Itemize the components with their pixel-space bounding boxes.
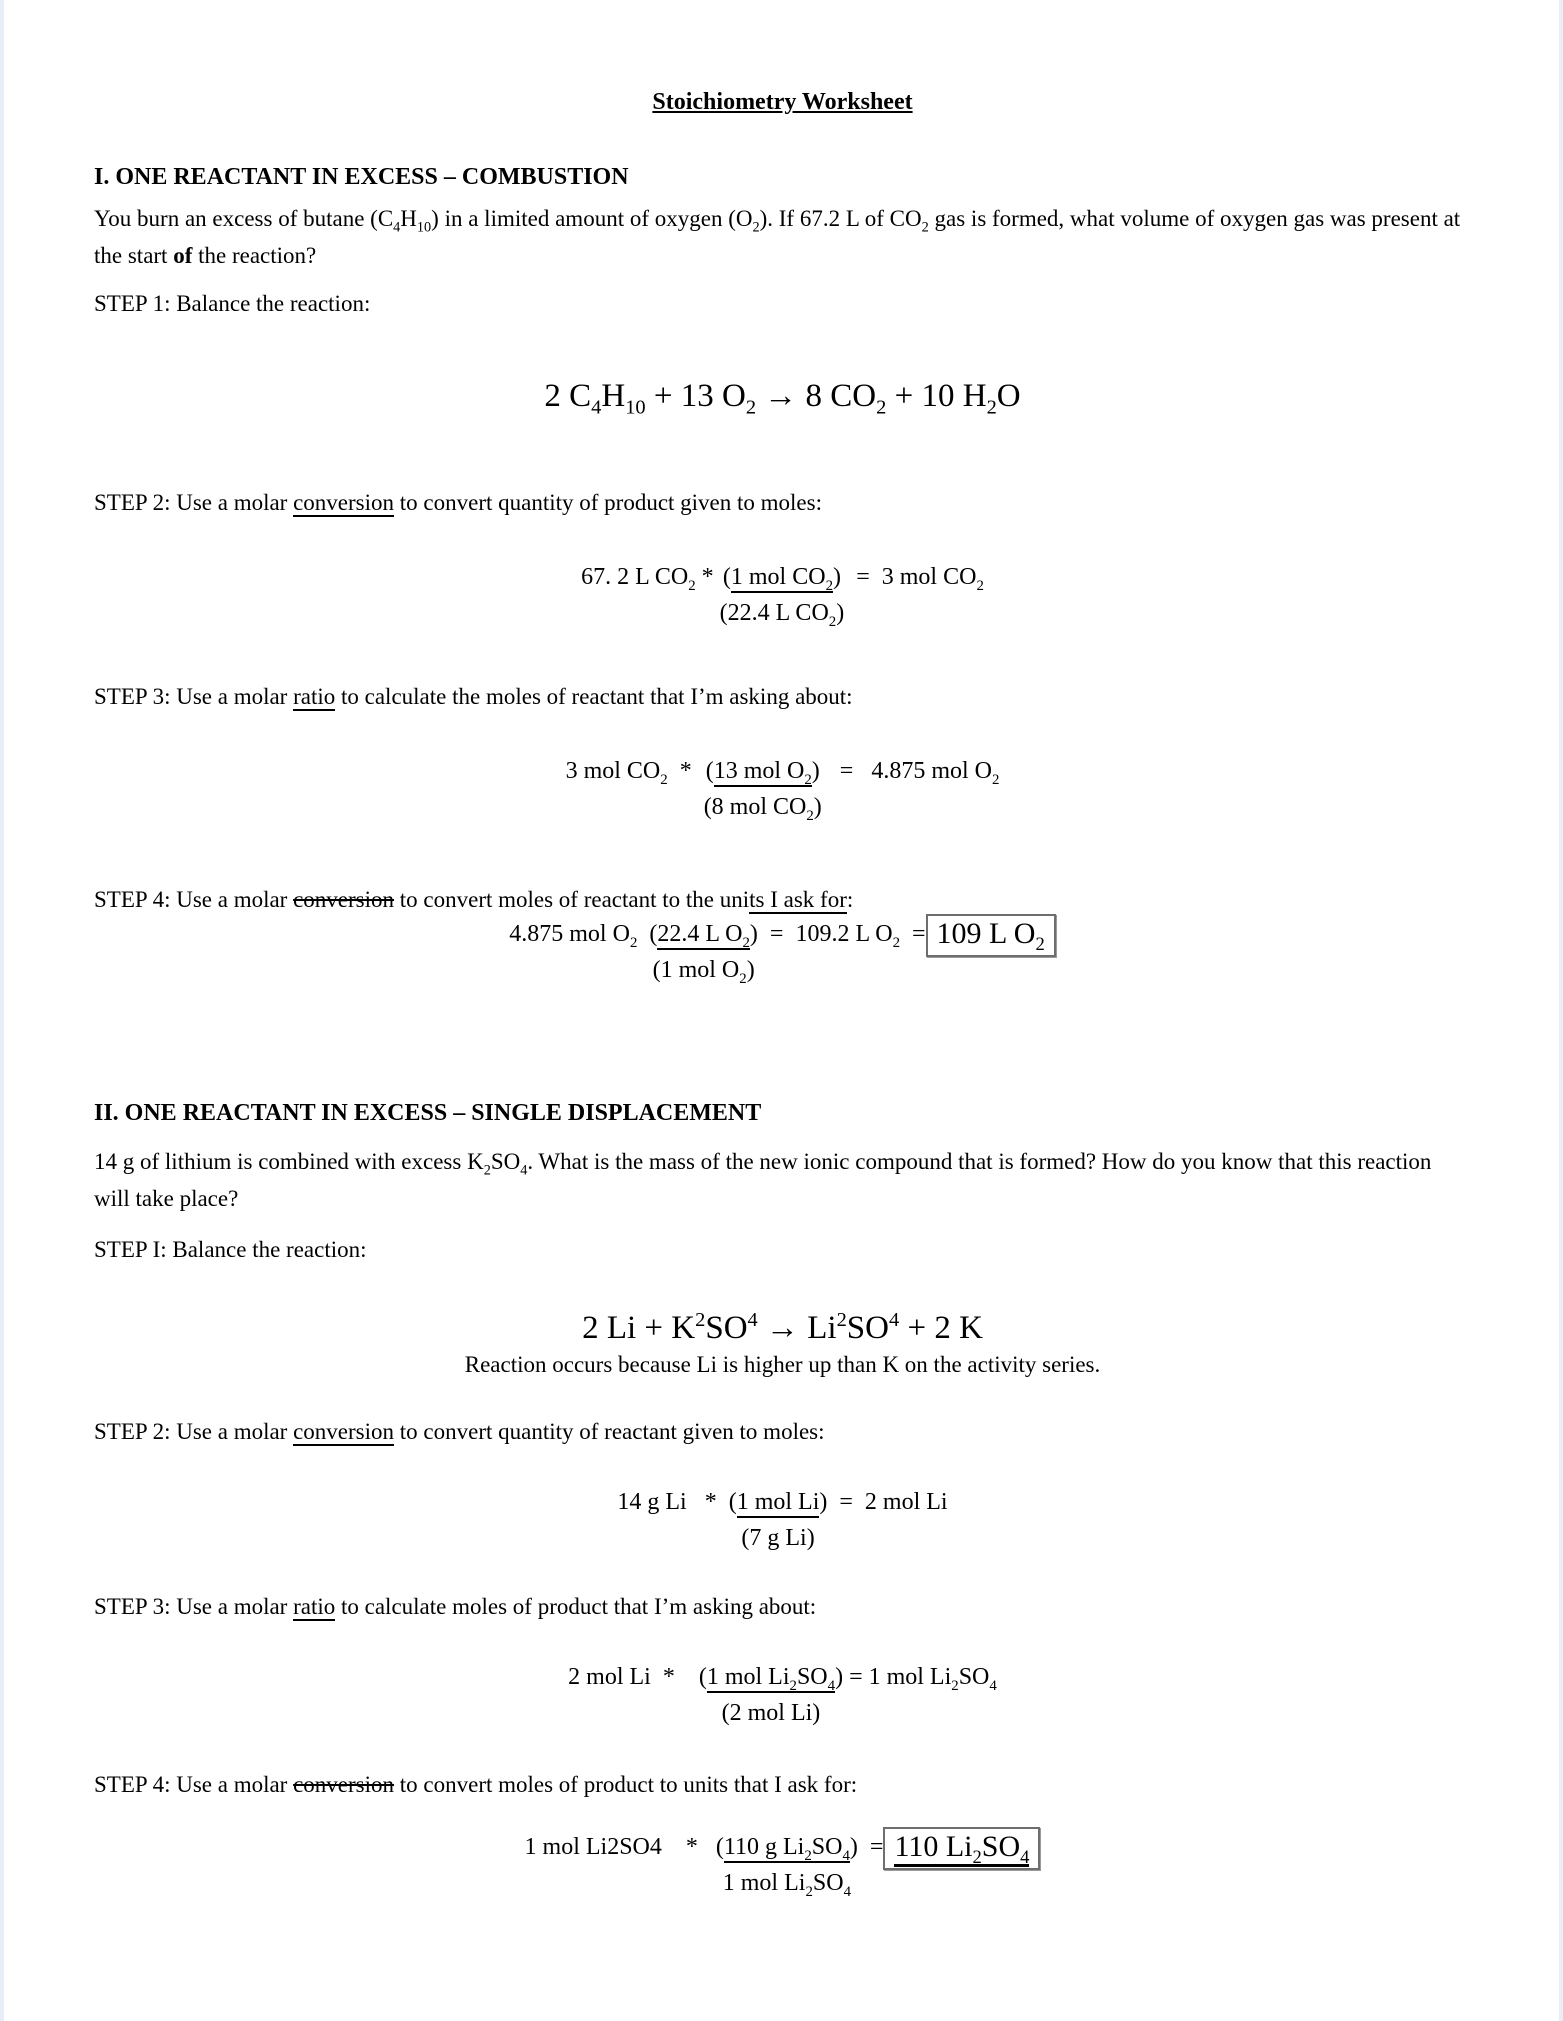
- section1-step4-label: STEP 4: Use a molar conversion to convert moles of reactant to the units I ask for:: [94, 886, 854, 912]
- section1-heading: I. ONE REACTANT IN EXCESS – COMBUSTION: [94, 164, 629, 191]
- fraction-denominator: (22.4 L $CO_2$): [719, 599, 845, 630]
- section2-heading: II. ONE REACTANT IN EXCESS – SINGLE DISPLACEMENT: [94, 1099, 762, 1126]
- fraction-denominator: (1 mol $O_2$): [652, 956, 755, 987]
- equation-result: = 4.875 mol $O_2$: [821, 758, 1000, 788]
- equation-left: 3 mol $CO_2$ *: [565, 758, 704, 788]
- fraction-denominator: (7 g Li): [741, 1525, 815, 1552]
- section1-balanced-equation: 2 $C_4H_{10} + 13$ $O_2 \to 8$ $CO_2 + 10$ $H_2O$: [544, 378, 1021, 419]
- equation-left: 1 mol Li2SO4 *: [524, 1834, 716, 1861]
- fraction-numerator: (13 mol $O_2$): [705, 758, 820, 788]
- fraction: [729, 1487, 828, 1554]
- fraction-denominator: 1 mol $Li_2SO_4$: [722, 1870, 851, 1901]
- section1-step2-label: STEP 2: Use a molar conversion to convert quantity of product given to moles:: [94, 489, 822, 515]
- section2-step1-label: STEP I: Balance the reaction:: [94, 1236, 367, 1262]
- fraction-denominator: (2 mol Li): [721, 1699, 821, 1726]
- equation-left: 4.875 mol $O_2$: [509, 920, 638, 951]
- equation-result: =: [857, 1834, 884, 1861]
- section2-step2-label: STEP 2: Use a molar conversion to convert quantity of reactant given to moles:: [94, 1419, 825, 1445]
- final-answer-box: 109 L $O_2$: [926, 914, 1056, 957]
- equation-result: = 109.2 L $O_2$ =: [757, 920, 926, 951]
- section1-step1-label: STEP 1: Balance the reaction:: [94, 291, 371, 317]
- section2-balanced-equation: 2 $Li + K^2SO^4 \to Li^2SO^4 + 2$ K: [582, 1308, 983, 1346]
- equation-result: = 2 mol Li: [827, 1489, 948, 1516]
- equation-result: = 1 mol $Li_2SO_4$: [843, 1663, 997, 1694]
- fraction: [699, 1662, 843, 1729]
- section1-step2-equation: [94, 562, 1471, 629]
- section2-step3-equation: [94, 1662, 1471, 1729]
- fraction-denominator: (8 mol $CO_2$): [703, 794, 822, 825]
- section2-step4-label: STEP 4: Use a molar conversion to convert moles of product to units that I ask for:: [94, 1772, 858, 1798]
- fraction: [649, 919, 758, 986]
- section2-equation-note: Reaction occurs because Li is higher up than K on the activity series.: [464, 1352, 1101, 1378]
- section1-problem-text: You burn an excess of butane $(C_4H_{10})$ in a limited amount of oxygen $(O_2)$. If 67.2 L of $CO_2$ gas is formed, what volume of oxygen gas was present at the start of the reaction?: [94, 205, 1461, 268]
- fraction: [720, 562, 845, 629]
- section2-problem-text: 14 g of lithium is combined with excess $K_2SO_4$. What is the mass of the new ionic compound that is formed? How do you know that this reaction will take place?: [94, 1149, 1432, 1212]
- final-answer-box: 110 $Li_2SO_4$: [883, 1827, 1040, 1870]
- equation-left: 14 g Li *: [617, 1489, 729, 1516]
- section1-step3-equation: [94, 756, 1471, 823]
- section2-step2-equation: [94, 1487, 1471, 1554]
- fraction-numerator: (1 mol Li): [729, 1487, 828, 1518]
- section2-step3-label: STEP 3: Use a molar ratio to calculate moles of product that I’m asking about:: [94, 1593, 817, 1619]
- fraction: [704, 756, 822, 823]
- fraction: [716, 1832, 858, 1899]
- section1-step4-equation: [94, 916, 1471, 987]
- section1-step3-label: STEP 3: Use a molar ratio to calculate the moles of reactant that I’m asking about:: [94, 684, 853, 710]
- section2-step4-equation: [94, 1832, 1471, 1899]
- fraction-numerator: (1 mol $Li_2SO_4$): [698, 1663, 844, 1694]
- fraction-numerator: (110 g $Li_2SO_4$): [715, 1834, 858, 1864]
- fraction-numerator: (22.4 L $O_2$): [649, 920, 758, 951]
- equation-result: = 3 mol $CO_2$: [844, 563, 984, 594]
- page-title: Stoichiometry Worksheet: [652, 89, 913, 115]
- equation-left: 2 mol Li *: [568, 1663, 699, 1690]
- equation-left: 67. 2 L $CO_2$ *: [581, 563, 720, 594]
- fraction-numerator: (1 mol $CO_2$): [722, 563, 841, 594]
